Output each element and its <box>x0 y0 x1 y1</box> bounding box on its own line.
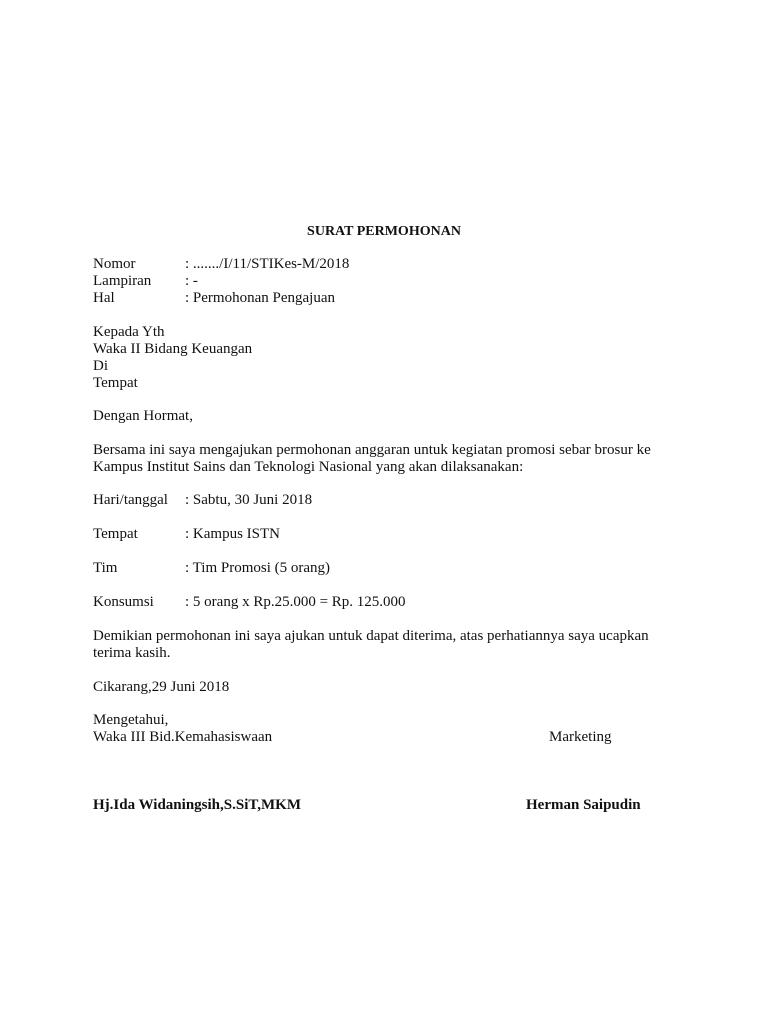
nomor-value: : ......./I/11/STIKes-M/2018 <box>185 256 350 272</box>
tim-label: Tim <box>93 560 118 576</box>
nomor-label: Nomor <box>93 256 136 272</box>
konsumsi-value: : 5 orang x Rp.25.000 = Rp. 125.000 <box>185 594 406 610</box>
hal-value: : Permohonan Pengajuan <box>185 290 335 306</box>
tempat-label: Tempat <box>93 526 138 542</box>
body-paragraph-line: Bersama ini saya mengajukan permohonan anggaran untuk kegiatan promosi sebar brosur ke <box>93 442 651 458</box>
konsumsi-label: Konsumsi <box>93 594 154 610</box>
lampiran-value: : - <box>185 273 198 289</box>
tim-value: : Tim Promosi (5 orang) <box>185 560 331 576</box>
hari-tanggal-label: Hari/tanggal <box>93 492 168 508</box>
body-paragraph-line: Kampus Institut Sains dan Teknologi Nasional yang akan dilaksanakan: <box>93 459 524 475</box>
hari-tanggal-value: : Sabtu, 30 Juni 2018 <box>185 492 313 508</box>
lampiran-label: Lampiran <box>93 273 152 289</box>
right-signatory-position: Marketing <box>549 729 612 745</box>
left-signatory-name: Hj.Ida Widaningsih,S.SiT,MKM <box>93 797 301 813</box>
tempat-value: : Kampus ISTN <box>185 526 280 542</box>
acknowledged-label: Mengetahui, <box>93 712 169 728</box>
letter-title: SURAT PERMOHONAN <box>307 224 461 239</box>
recipient-line: Kepada Yth <box>93 324 165 340</box>
left-signatory-position: Waka III Bid.Kemahasiswaan <box>93 729 273 745</box>
recipient-line: Tempat <box>93 375 138 391</box>
right-signatory-name: Herman Saipudin <box>526 797 641 813</box>
salutation: Dengan Hormat, <box>93 408 193 424</box>
place-date: Cikarang,29 Juni 2018 <box>93 679 230 695</box>
recipient-line: Di <box>93 358 108 374</box>
hal-label: Hal <box>93 290 115 306</box>
closing-paragraph-line: terima kasih. <box>93 645 171 661</box>
recipient-line: Waka II Bidang Keuangan <box>93 341 253 357</box>
closing-paragraph-line: Demikian permohonan ini saya ajukan untuk dapat diterima, atas perhatiannya saya ucapkan <box>93 628 649 644</box>
